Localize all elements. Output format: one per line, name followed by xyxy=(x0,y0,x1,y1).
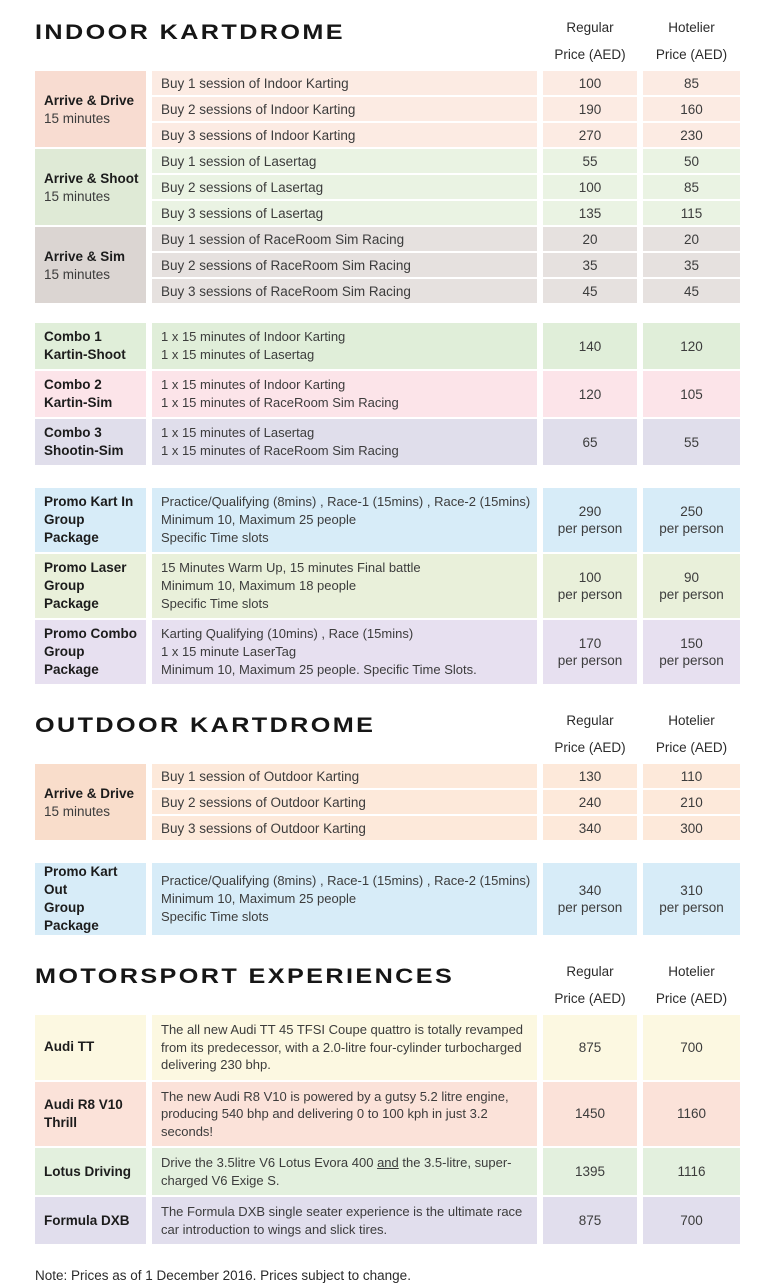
price-hotelier: 230 xyxy=(643,123,740,147)
indoor-arrive-shoot-table xyxy=(35,149,740,225)
promo-desc-line: Specific Time slots xyxy=(161,596,269,611)
desc-underlined-word: and xyxy=(377,1155,399,1170)
row-desc: Buy 3 sessions of Indoor Karting xyxy=(152,123,537,147)
promo-label-line: Group xyxy=(44,900,85,915)
promo-label-line: Group xyxy=(44,578,85,593)
price-regular: 65 xyxy=(543,419,637,465)
combo-desc-line1: 1 x 15 minutes of Lasertag xyxy=(161,425,315,440)
promo-kart-in-row xyxy=(35,488,740,552)
price-hotelier: 210 xyxy=(643,790,740,814)
price-value: 100 xyxy=(578,570,602,585)
price-regular: 100 xyxy=(543,71,637,95)
price-unit: per person xyxy=(659,900,724,915)
footnote: Note: Prices as of 1 December 2016. Prices subject to change. xyxy=(35,1268,411,1283)
group-label-title: Arrive & Drive xyxy=(44,92,135,108)
promo-combo-row xyxy=(35,620,740,684)
combo-desc-line2: 1 x 15 minutes of Lasertag xyxy=(161,347,315,362)
promo-desc-line: 15 Minutes Warm Up, 15 minutes Final battle xyxy=(161,560,421,575)
combo-desc-line1: 1 x 15 minutes of Indoor Karting xyxy=(161,377,346,392)
row-desc: Buy 2 sessions of RaceRoom Sim Racing xyxy=(152,253,537,277)
combo-desc xyxy=(152,371,537,417)
row-desc: Buy 3 sessions of Outdoor Karting xyxy=(152,816,537,840)
combo-3-row xyxy=(35,419,740,465)
col-header-hotelier-unit: Price (AED) xyxy=(655,991,728,1006)
combo-label xyxy=(35,371,146,417)
promo-desc-line: Minimum 10, Maximum 18 people xyxy=(161,578,357,593)
price-hotelier xyxy=(643,488,740,552)
combo-label-line1: Combo 1 xyxy=(44,329,102,344)
col-header-regular-unit: Price (AED) xyxy=(554,47,626,62)
group-label-arrive-drive xyxy=(35,71,146,147)
promo-desc xyxy=(152,554,537,618)
price-regular: 45 xyxy=(543,279,637,303)
col-header-regular-unit: Price (AED) xyxy=(554,991,626,1006)
price-hotelier: 105 xyxy=(643,371,740,417)
col-header-regular-label: Regular xyxy=(566,713,614,728)
combo-desc-line1: 1 x 15 minutes of Indoor Karting xyxy=(161,329,346,344)
group-label-title: Arrive & Shoot xyxy=(44,170,139,186)
price-regular xyxy=(543,488,637,552)
price-hotelier: 300 xyxy=(643,816,740,840)
price-hotelier: 20 xyxy=(643,227,740,251)
promo-label-line: Group xyxy=(44,644,85,659)
group-label-arrive-shoot xyxy=(35,149,146,225)
promo-laser-row xyxy=(35,554,740,618)
price-unit: per person xyxy=(557,587,623,602)
experience-desc xyxy=(152,1082,537,1147)
row-desc: Buy 2 sessions of Indoor Karting xyxy=(152,97,537,121)
promo-desc-line: Minimum 10, Maximum 25 people. Specific Time Slots. xyxy=(161,662,477,677)
price-hotelier: 160 xyxy=(643,97,740,121)
promo-label-line: Promo Laser xyxy=(44,560,127,575)
experience-desc-text: The all new Audi TT 45 TFSI Coupe quattro is totally revamped from its predecessor, with a 2.0-litre four-cylinder turbocharged delivering 230 bhp. xyxy=(161,1022,524,1072)
row-desc: Buy 3 sessions of Lasertag xyxy=(152,201,537,225)
price-hotelier xyxy=(643,554,740,618)
promo-label xyxy=(35,488,146,552)
combo-label-line1: Combo 3 xyxy=(44,425,102,440)
outdoor-arrive-drive-table xyxy=(35,764,740,840)
price-unit: per person xyxy=(557,521,623,536)
promo-desc xyxy=(152,863,537,935)
promo-label-line: Package xyxy=(44,530,99,545)
col-header-regular-label: Regular xyxy=(566,20,614,35)
desc-segment: Drive the 3.5litre V6 Lotus Evora 400 xyxy=(161,1155,378,1170)
price-regular: 875 xyxy=(543,1197,637,1244)
combo-desc xyxy=(152,419,537,465)
price-hotelier: 120 xyxy=(643,323,740,369)
group-label-sub: 15 minutes xyxy=(44,110,111,126)
row-desc: Buy 3 sessions of RaceRoom Sim Racing xyxy=(152,279,537,303)
price-hotelier: 700 xyxy=(643,1197,740,1244)
indoor-arrive-sim-table xyxy=(35,227,740,303)
price-hotelier: 110 xyxy=(643,764,740,788)
promo-desc xyxy=(152,620,537,684)
col-header-hotelier-label: Hotelier xyxy=(668,713,715,728)
combo-label-line2: Shootin-Sim xyxy=(44,443,124,458)
col-header-hotelier-label: Hotelier xyxy=(668,964,715,979)
promo-label-line: Promo Kart Out xyxy=(44,864,118,897)
price-regular: 135 xyxy=(543,201,637,225)
price-regular: 270 xyxy=(543,123,637,147)
row-desc: Buy 2 sessions of Lasertag xyxy=(152,175,537,199)
col-header-hotelier-label: Hotelier xyxy=(668,20,715,35)
price-regular: 130 xyxy=(543,764,637,788)
price-hotelier xyxy=(643,620,740,684)
combo-desc xyxy=(152,323,537,369)
combo-desc-line2: 1 x 15 minutes of RaceRoom Sim Racing xyxy=(161,443,399,458)
promo-desc xyxy=(152,488,537,552)
price-unit: per person xyxy=(659,653,724,668)
price-value: 90 xyxy=(683,570,700,585)
experience-label xyxy=(35,1082,146,1147)
promo-desc-line: Specific Time slots xyxy=(161,530,269,545)
experience-label-text: Formula DXB xyxy=(44,1212,130,1228)
price-value: 170 xyxy=(578,636,602,651)
group-label-title: Arrive & Sim xyxy=(44,248,126,264)
promo-label-line: Package xyxy=(44,918,99,933)
promo-label xyxy=(35,554,146,618)
price-hotelier: 700 xyxy=(643,1015,740,1080)
combo-label xyxy=(35,323,146,369)
price-regular: 20 xyxy=(543,227,637,251)
col-header-hotelier xyxy=(643,711,740,755)
combo-2-row xyxy=(35,371,740,417)
motorsport-audi-r8-row xyxy=(35,1082,740,1147)
motorsport-formula-dxb-row xyxy=(35,1197,740,1244)
experience-desc-text: The new Audi R8 V10 is powered by a gutsy 5.2 litre engine, producing 540 bhp and delivering 0 to 100 kph in just 3.2 seconds! xyxy=(161,1088,509,1139)
promo-label xyxy=(35,863,146,935)
row-desc: Buy 1 session of Outdoor Karting xyxy=(152,764,537,788)
price-unit: per person xyxy=(557,900,623,915)
price-unit: per person xyxy=(557,653,623,668)
price-regular: 140 xyxy=(543,323,637,369)
price-regular: 875 xyxy=(543,1015,637,1080)
indoor-section-header xyxy=(35,18,740,62)
promo-label-line: Promo Kart In xyxy=(44,494,134,509)
price-value: 150 xyxy=(680,636,703,651)
price-value: 290 xyxy=(578,504,602,519)
combo-label xyxy=(35,419,146,465)
price-value: 340 xyxy=(578,883,602,898)
promo-desc-line: 1 x 15 minute LaserTag xyxy=(161,644,297,659)
row-desc: Buy 1 session of RaceRoom Sim Racing xyxy=(152,227,537,251)
experience-label xyxy=(35,1197,146,1244)
experience-desc xyxy=(152,1197,537,1244)
price-regular: 1450 xyxy=(543,1082,637,1147)
experience-label-text: Audi R8 V10 Thrill xyxy=(44,1096,123,1130)
combo-label-line2: Kartin-Sim xyxy=(44,395,113,410)
price-unit: per person xyxy=(659,587,724,602)
price-hotelier: 85 xyxy=(643,175,740,199)
combo-label-line1: Combo 2 xyxy=(44,377,102,392)
section-title-outdoor: OUTDOOR KARTDROME xyxy=(35,714,376,737)
experience-label xyxy=(35,1015,146,1080)
indoor-arrive-drive-table xyxy=(35,71,740,147)
promo-label-line: Package xyxy=(44,662,99,677)
col-header-hotelier-unit: Price (AED) xyxy=(655,740,728,755)
combo-label-line2: Kartin-Shoot xyxy=(44,347,126,362)
price-regular: 190 xyxy=(543,97,637,121)
price-regular xyxy=(543,554,637,618)
col-header-hotelier xyxy=(643,962,740,1006)
col-header-hotelier xyxy=(643,18,740,62)
price-value: 310 xyxy=(680,883,703,898)
price-hotelier xyxy=(643,863,740,935)
price-hotelier: 1116 xyxy=(643,1148,740,1195)
promo-kart-out-row xyxy=(35,863,740,935)
price-regular xyxy=(543,620,637,684)
col-header-regular-label: Regular xyxy=(566,964,614,979)
group-label-arrive-drive xyxy=(35,764,146,840)
promo-desc-line: Specific Time slots xyxy=(161,909,269,924)
experience-desc-text xyxy=(161,1154,528,1189)
price-hotelier: 1160 xyxy=(643,1082,740,1147)
price-regular: 35 xyxy=(543,253,637,277)
row-desc: Buy 1 session of Indoor Karting xyxy=(152,71,537,95)
price-hotelier: 115 xyxy=(643,201,740,225)
price-regular: 340 xyxy=(543,816,637,840)
promo-label-line: Group xyxy=(44,512,85,527)
price-value: 250 xyxy=(680,504,703,519)
desc-segment: the 3.5-litre, super-charged V6 Exige S. xyxy=(161,1155,512,1188)
motorsport-audi-tt-row xyxy=(35,1015,740,1080)
promo-label-line: Package xyxy=(44,596,99,611)
experience-label xyxy=(35,1148,146,1195)
row-desc: Buy 1 session of Lasertag xyxy=(152,149,537,173)
experience-label-text: Audi TT xyxy=(44,1039,95,1055)
price-regular: 120 xyxy=(543,371,637,417)
col-header-regular-unit: Price (AED) xyxy=(554,740,626,755)
motorsport-lotus-row xyxy=(35,1148,740,1195)
col-header-hotelier-unit: Price (AED) xyxy=(655,47,728,62)
section-title-indoor: INDOOR KARTDROME xyxy=(35,21,345,44)
group-label-arrive-sim xyxy=(35,227,146,303)
experience-desc-text: The Formula DXB single seater experience is the ultimate race car introduction to wings and slick tires. xyxy=(161,1204,523,1237)
motorsport-section-header xyxy=(35,962,740,1006)
group-label-sub: 15 minutes xyxy=(44,803,111,819)
promo-desc-line: Minimum 10, Maximum 25 people xyxy=(161,891,357,906)
price-hotelier: 35 xyxy=(643,253,740,277)
group-label-sub: 15 minutes xyxy=(44,188,111,204)
combo-desc-line2: 1 x 15 minutes of RaceRoom Sim Racing xyxy=(161,395,399,410)
price-hotelier: 85 xyxy=(643,71,740,95)
experience-desc xyxy=(152,1015,537,1080)
price-regular: 240 xyxy=(543,790,637,814)
row-desc: Buy 2 sessions of Outdoor Karting xyxy=(152,790,537,814)
promo-desc-line: Practice/Qualifying (8mins) , Race-1 (15mins) , Race-2 (15mins) xyxy=(161,494,531,509)
promo-label xyxy=(35,620,146,684)
outdoor-section-header xyxy=(35,711,740,755)
group-label-sub: 15 minutes xyxy=(44,266,111,282)
price-regular: 1395 xyxy=(543,1148,637,1195)
price-hotelier: 50 xyxy=(643,149,740,173)
price-hotelier: 55 xyxy=(643,419,740,465)
promo-desc-line: Minimum 10, Maximum 25 people xyxy=(161,512,357,527)
price-regular: 100 xyxy=(543,175,637,199)
experience-desc xyxy=(152,1148,537,1195)
experience-label-text: Lotus Driving xyxy=(44,1163,131,1179)
section-title-motorsport: MOTORSPORT EXPERIENCES xyxy=(35,965,455,988)
group-label-title: Arrive & Drive xyxy=(44,785,135,801)
price-hotelier: 45 xyxy=(643,279,740,303)
promo-desc-line: Karting Qualifying (10mins) , Race (15mins) xyxy=(161,626,414,641)
price-unit: per person xyxy=(659,521,724,536)
combo-1-row xyxy=(35,323,740,369)
price-regular xyxy=(543,863,637,935)
promo-desc-line: Practice/Qualifying (8mins) , Race-1 (15mins) , Race-2 (15mins) xyxy=(161,873,531,888)
price-regular: 55 xyxy=(543,149,637,173)
promo-label-line: Promo Combo xyxy=(44,626,137,641)
